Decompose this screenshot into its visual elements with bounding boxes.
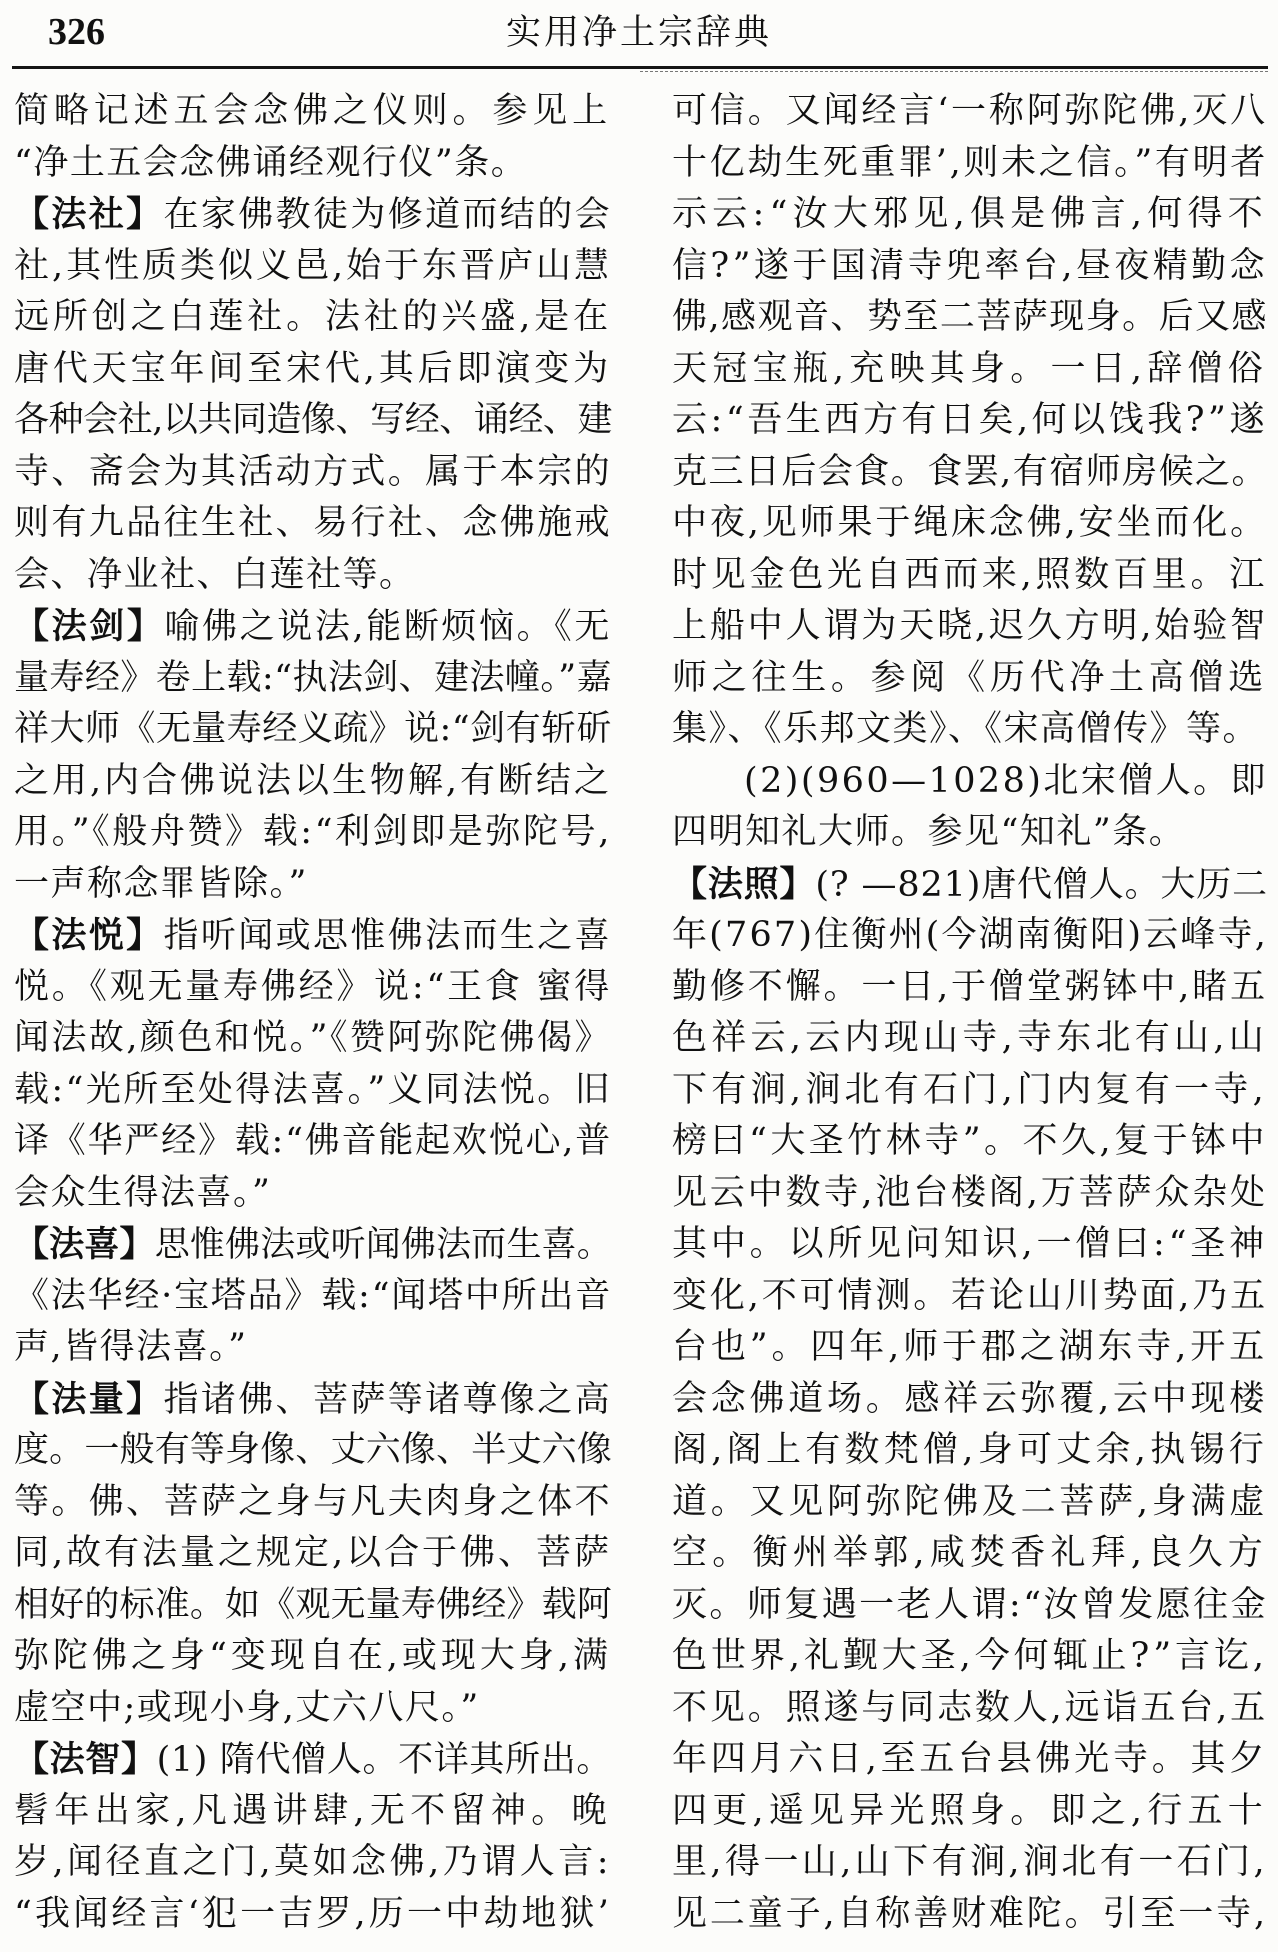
line-content bbox=[14, 1631, 612, 1683]
line-text: 远所创之白莲社。法社的兴盛,是在 bbox=[14, 297, 612, 337]
line-text: 虚空中;或现小身,丈六八尺。” bbox=[14, 1687, 480, 1728]
line-text: 祥大师《无量寿经义疏》说:“剑有斩斫 bbox=[14, 709, 612, 749]
line-text: 用。”《般舟赞》载:“利剑即是弥陀号, bbox=[14, 812, 612, 852]
line-text: (1) 隋代僧人。不详其所出。 bbox=[156, 1740, 612, 1780]
line-text: 四更,遥见异光照身。即之,行五十 bbox=[672, 1790, 1268, 1831]
line-content bbox=[672, 1322, 1268, 1374]
line-content bbox=[14, 962, 612, 1014]
line-text: 一声称念罪皆除。” bbox=[14, 863, 308, 904]
text-line bbox=[14, 292, 612, 344]
line-text: 见二童子,自称善财难陀。引至一寺, bbox=[672, 1893, 1268, 1934]
line-content bbox=[14, 1889, 612, 1941]
entry-headword: 【法智】 bbox=[14, 1739, 157, 1780]
line-content bbox=[672, 653, 1268, 705]
line-text: 色祥云,云内现山寺,寺东北有山,山 bbox=[672, 1018, 1268, 1058]
line-text: 下有涧,涧北有石门,门内复有一寺, bbox=[672, 1069, 1268, 1110]
text-line bbox=[672, 241, 1268, 293]
line-content bbox=[14, 601, 612, 653]
line-content bbox=[672, 1734, 1268, 1786]
line-text: 年(767)住衡州(今湖南衡阳)云峰寺, bbox=[672, 915, 1268, 955]
text-line bbox=[14, 1889, 612, 1941]
dictionary-entry bbox=[14, 910, 612, 1219]
line-content bbox=[14, 1528, 612, 1580]
text-line bbox=[672, 1631, 1268, 1683]
line-content bbox=[672, 601, 1268, 653]
text-line bbox=[672, 1425, 1268, 1477]
line-text: 思惟佛法或听闻佛法而生喜。 bbox=[154, 1225, 612, 1265]
dictionary-entry bbox=[14, 1374, 612, 1735]
line-content bbox=[14, 1425, 612, 1477]
line-text: 则有九品往生社、易行社、念佛施戒 bbox=[14, 503, 612, 543]
line-content bbox=[672, 910, 1268, 962]
line-content bbox=[672, 241, 1268, 293]
line-text: 同,故有法量之规定,以合于佛、菩萨 bbox=[14, 1533, 612, 1573]
line-text: 师之往生。参阅《历代净土高僧选 bbox=[672, 657, 1268, 698]
line-content bbox=[14, 910, 612, 962]
line-content bbox=[14, 1168, 271, 1220]
line-content bbox=[14, 447, 612, 499]
line-content bbox=[14, 344, 612, 396]
text-line bbox=[672, 704, 1268, 756]
entry-headword: 【法社】 bbox=[14, 194, 164, 235]
text-line bbox=[14, 447, 612, 499]
line-text: (? —821)唐代僧人。大历二 bbox=[815, 864, 1268, 905]
line-content bbox=[14, 859, 308, 911]
line-content bbox=[672, 86, 1268, 138]
text-line bbox=[14, 1013, 612, 1065]
line-text: 年四月六日,至五台县佛光寺。其夕 bbox=[672, 1739, 1268, 1779]
line-text: 四明知礼大师。参见“知礼”条。 bbox=[672, 812, 1186, 852]
line-text: 道。又见阿弥陀佛及二菩萨,身满虚 bbox=[672, 1481, 1268, 1522]
line-text: 髫年出家,凡遇讲肆,无不留神。晚 bbox=[14, 1790, 612, 1831]
line-content bbox=[14, 807, 612, 859]
line-content bbox=[672, 1271, 1268, 1323]
line-text: 上船中人谓为天晓,迟久方明,始验智 bbox=[672, 606, 1268, 646]
entry-headword: 【法悦】 bbox=[14, 915, 164, 956]
entry-headword: 【法照】 bbox=[672, 863, 816, 905]
line-content bbox=[744, 756, 1268, 808]
line-content bbox=[14, 86, 612, 138]
line-content bbox=[672, 1631, 1268, 1683]
line-text: “我闻经言‘犯一吉罗,历一中劫地狱’ bbox=[14, 1893, 612, 1934]
text-line bbox=[14, 241, 612, 293]
line-content bbox=[672, 1116, 1268, 1168]
line-content bbox=[672, 292, 1268, 344]
line-text: 《法华经·宝塔品》载:“闻塔中所出音 bbox=[14, 1275, 612, 1316]
text-line bbox=[14, 756, 612, 808]
text-line bbox=[14, 859, 612, 911]
line-text: 喻佛之说法,能断烦恼。《无 bbox=[164, 607, 612, 647]
dictionary-entry bbox=[672, 859, 1268, 1941]
text-line bbox=[14, 344, 612, 396]
line-text: 之用,内合佛说法以生物解,有断结之 bbox=[14, 760, 612, 801]
line-text: 勤修不懈。一日,于僧堂粥钵中,睹五 bbox=[672, 966, 1268, 1007]
line-content bbox=[14, 241, 612, 293]
line-content bbox=[14, 1322, 248, 1374]
line-text: 译《华严经》载:“佛音能起欢悦心,普 bbox=[14, 1121, 612, 1161]
line-text: 信?”遂于国清寺兜率台,昼夜精勤念 bbox=[672, 245, 1268, 286]
text-line bbox=[672, 1219, 1268, 1271]
line-text: 佛,感观音、势至二菩萨现身。后又感 bbox=[672, 297, 1268, 337]
line-content bbox=[14, 1580, 612, 1632]
line-text: 可信。又闻经言‘一称阿弥陀佛,灭八 bbox=[672, 91, 1268, 131]
text-line bbox=[672, 1837, 1268, 1889]
line-content bbox=[14, 1786, 612, 1838]
line-text: 其中。以所见问知识,一僧曰:“圣神 bbox=[672, 1224, 1268, 1264]
text-line bbox=[672, 1065, 1268, 1117]
line-content bbox=[672, 447, 1268, 499]
running-head-title: 实用净土宗辞典 bbox=[505, 13, 772, 53]
line-text: 简略记述五会念佛之仪则。参见上 bbox=[14, 91, 612, 131]
text-line bbox=[672, 86, 1268, 138]
line-content bbox=[14, 1683, 480, 1735]
text-line bbox=[14, 807, 612, 859]
entry-headword: 【法量】 bbox=[14, 1378, 164, 1420]
text-line bbox=[14, 653, 612, 705]
line-content bbox=[14, 1734, 612, 1786]
text-line bbox=[14, 1837, 612, 1889]
line-content bbox=[672, 1219, 1268, 1271]
line-text: 会、净业社、白莲社等。 bbox=[14, 554, 416, 595]
line-content bbox=[672, 189, 1268, 241]
text-line bbox=[672, 1889, 1268, 1941]
line-text: 里,得一山,山下有涧,涧北有一石门, bbox=[672, 1842, 1268, 1882]
line-content bbox=[672, 859, 1268, 911]
page-number: 326 bbox=[48, 11, 105, 53]
line-content bbox=[14, 1013, 612, 1065]
line-text: 台也”。四年,师于郡之湖东寺,开五 bbox=[672, 1327, 1268, 1367]
text-line bbox=[672, 1734, 1268, 1786]
line-text: 闻法故,颜色和悦。”《赞阿弥陀佛偈》 bbox=[14, 1018, 612, 1058]
line-text: 社,其性质类似义邑,始于东晋庐山慧 bbox=[14, 245, 612, 286]
text-line bbox=[14, 395, 612, 447]
entry-headword: 【法剑】 bbox=[14, 606, 165, 647]
line-content bbox=[672, 1837, 1268, 1889]
text-line bbox=[672, 807, 1268, 859]
text-line bbox=[672, 910, 1268, 962]
line-content bbox=[14, 1219, 612, 1271]
header-rule bbox=[12, 66, 1268, 69]
dictionary-entry bbox=[14, 1219, 612, 1374]
text-line bbox=[672, 1374, 1268, 1426]
text-line bbox=[14, 1219, 612, 1271]
line-text: 不见。照遂与同志数人,远诣五台,五 bbox=[672, 1687, 1268, 1728]
text-line bbox=[672, 447, 1268, 499]
text-line bbox=[14, 910, 612, 962]
line-content bbox=[14, 1065, 612, 1117]
text-line bbox=[14, 704, 612, 756]
line-content bbox=[14, 138, 527, 190]
text-line bbox=[14, 550, 612, 602]
line-content bbox=[14, 498, 612, 550]
header-rule-shadow bbox=[640, 71, 1268, 72]
text-line bbox=[14, 1631, 612, 1683]
text-line bbox=[14, 1528, 612, 1580]
text-line bbox=[672, 344, 1268, 396]
line-content bbox=[672, 1683, 1268, 1735]
line-content bbox=[672, 807, 1185, 859]
continuation-paragraph bbox=[672, 86, 1268, 756]
text-line bbox=[672, 601, 1268, 653]
text-line bbox=[14, 1168, 612, 1220]
line-content bbox=[672, 344, 1268, 396]
line-text: 会众生得法喜。” bbox=[14, 1172, 272, 1213]
line-text: 声,皆得法喜。” bbox=[14, 1327, 248, 1367]
text-line bbox=[14, 1425, 612, 1477]
text-line bbox=[14, 1116, 612, 1168]
text-line bbox=[672, 550, 1268, 602]
line-text: 等。佛、菩萨之身与凡夫肉身之体不 bbox=[14, 1481, 612, 1522]
text-line bbox=[14, 601, 612, 653]
line-content bbox=[672, 138, 1268, 190]
line-content bbox=[14, 1477, 612, 1529]
line-content bbox=[672, 962, 1268, 1014]
line-content bbox=[672, 1528, 1268, 1580]
text-line bbox=[672, 395, 1268, 447]
line-text: 空。衡州举郭,咸焚香礼拜,良久方 bbox=[672, 1533, 1268, 1573]
line-text: 悦。《观无量寿佛经》说:“王食 蜜得 bbox=[14, 966, 612, 1007]
text-line bbox=[672, 1528, 1268, 1580]
text-line bbox=[14, 86, 612, 138]
text-line bbox=[14, 1477, 612, 1529]
line-content bbox=[672, 1477, 1268, 1529]
line-content bbox=[14, 1116, 612, 1168]
line-content bbox=[672, 1013, 1268, 1065]
line-content bbox=[672, 704, 1259, 756]
text-line bbox=[672, 756, 1268, 808]
text-line bbox=[672, 138, 1268, 190]
line-text: 集》、《乐邦文类》、《宋高僧传》等。 bbox=[672, 709, 1260, 749]
line-text: 岁,闻径直之门,莫如念佛,乃谓人言: bbox=[14, 1842, 612, 1882]
text-line bbox=[672, 859, 1268, 911]
line-text: 云:“吾生西方有日矣,何以饯我?”遂 bbox=[672, 400, 1268, 440]
text-line bbox=[672, 1477, 1268, 1529]
dictionary-entry bbox=[14, 189, 612, 601]
line-text: 度。一般有等身像、丈六像、半丈六像 bbox=[14, 1430, 612, 1470]
line-content bbox=[14, 653, 612, 705]
line-content bbox=[14, 704, 612, 756]
text-line bbox=[672, 962, 1268, 1014]
line-text: 指诸佛、菩萨等诸尊像之高 bbox=[163, 1379, 612, 1420]
line-content bbox=[672, 1425, 1268, 1477]
line-content bbox=[672, 395, 1268, 447]
line-text: 变化,不可情测。若论山川势面,乃五 bbox=[672, 1275, 1268, 1316]
line-text: 各种会社,以共同造像、写经、诵经、建 bbox=[14, 400, 612, 440]
left-column bbox=[14, 86, 612, 1940]
text-line bbox=[672, 1116, 1268, 1168]
line-content bbox=[672, 1786, 1268, 1838]
continuation-paragraph bbox=[672, 756, 1268, 859]
text-line bbox=[672, 1013, 1268, 1065]
line-text: 在家佛教徒为修道而结的会 bbox=[163, 195, 612, 235]
right-column bbox=[672, 86, 1268, 1940]
line-content bbox=[14, 1374, 612, 1426]
line-content bbox=[14, 756, 612, 808]
text-line bbox=[14, 1322, 612, 1374]
text-line bbox=[14, 138, 612, 190]
text-line bbox=[672, 1168, 1268, 1220]
line-text: 载:“光所至处得法喜。”义同法悦。旧 bbox=[14, 1069, 612, 1110]
line-text: 时见金色光自西而来,照数百里。江 bbox=[672, 554, 1268, 595]
dictionary-entry bbox=[14, 601, 612, 910]
line-text: 指听闻或思惟佛法而生之喜 bbox=[163, 916, 612, 956]
line-content bbox=[14, 292, 612, 344]
line-text: 唐代天宝年间至宋代,其后即演变为 bbox=[14, 348, 612, 389]
text-line bbox=[672, 653, 1268, 705]
line-content bbox=[672, 1580, 1268, 1632]
line-text: 十亿劫生死重罪’,则未之信。”有明者 bbox=[672, 142, 1268, 183]
line-content bbox=[672, 550, 1268, 602]
line-content bbox=[672, 1065, 1268, 1117]
line-content bbox=[672, 1374, 1268, 1426]
line-content bbox=[14, 1837, 612, 1889]
text-line bbox=[672, 1683, 1268, 1735]
line-text: 见云中数寺,池台楼阁,万菩萨众杂处 bbox=[672, 1172, 1268, 1213]
continuation-paragraph bbox=[14, 86, 612, 189]
line-text: 中夜,见师果于绳床念佛,安坐而化。 bbox=[672, 503, 1268, 543]
text-line bbox=[14, 189, 612, 241]
line-text: 灭。师复遇一老人谓:“汝曾发愿往金 bbox=[672, 1584, 1268, 1625]
text-line bbox=[14, 498, 612, 550]
line-content bbox=[14, 550, 416, 602]
text-line bbox=[14, 962, 612, 1014]
line-text: 会念佛道场。感祥云弥覆,云中现楼 bbox=[672, 1378, 1268, 1419]
text-line bbox=[14, 1271, 612, 1323]
text-line bbox=[14, 1683, 612, 1735]
line-text: 示云:“汝大邪见,俱是佛言,何得不 bbox=[672, 194, 1268, 234]
text-line bbox=[14, 1580, 612, 1632]
line-content bbox=[672, 1889, 1268, 1941]
line-content bbox=[14, 1271, 612, 1323]
text-line bbox=[14, 1734, 612, 1786]
line-text: 榜曰“大圣竹林寺”。不久,复于钵中 bbox=[672, 1121, 1268, 1161]
line-content bbox=[14, 189, 612, 241]
text-line bbox=[14, 1786, 612, 1838]
line-text: 量寿经》卷上载:“执法剑、建法幢。”嘉 bbox=[14, 657, 612, 698]
line-content bbox=[672, 1168, 1268, 1220]
text-line bbox=[14, 1065, 612, 1117]
dictionary-entry bbox=[14, 1734, 612, 1940]
line-text: 阁,阁上有数梵僧,身可丈余,执锡行 bbox=[672, 1430, 1268, 1470]
line-text: 相好的标准。如《观无量寿佛经》载阿 bbox=[14, 1584, 612, 1625]
entry-headword: 【法喜】 bbox=[14, 1224, 155, 1265]
line-text: 寺、斋会为其活动方式。属于本宗的 bbox=[14, 451, 612, 492]
text-line bbox=[672, 498, 1268, 550]
line-text: (2)(960—1028)北宋僧人。即 bbox=[744, 760, 1268, 801]
text-line bbox=[672, 189, 1268, 241]
text-line bbox=[672, 1322, 1268, 1374]
text-line bbox=[672, 292, 1268, 344]
line-text: 克三日后会食。食罢,有宿师房候之。 bbox=[672, 451, 1268, 492]
text-line bbox=[14, 1374, 612, 1426]
text-line bbox=[672, 1271, 1268, 1323]
line-text: “净土五会念佛诵经观行仪”条。 bbox=[14, 142, 528, 183]
text-line bbox=[672, 1786, 1268, 1838]
line-text: 天冠宝瓶,充映其身。一日,辞僧俗 bbox=[672, 348, 1268, 389]
line-content bbox=[14, 395, 612, 447]
line-text: 色世界,礼觐大圣,今何辄止?”言讫, bbox=[672, 1636, 1268, 1676]
line-content bbox=[672, 498, 1268, 550]
line-text: 弥陀佛之身“变现自在,或现大身,满 bbox=[14, 1636, 612, 1676]
text-line bbox=[672, 1580, 1268, 1632]
